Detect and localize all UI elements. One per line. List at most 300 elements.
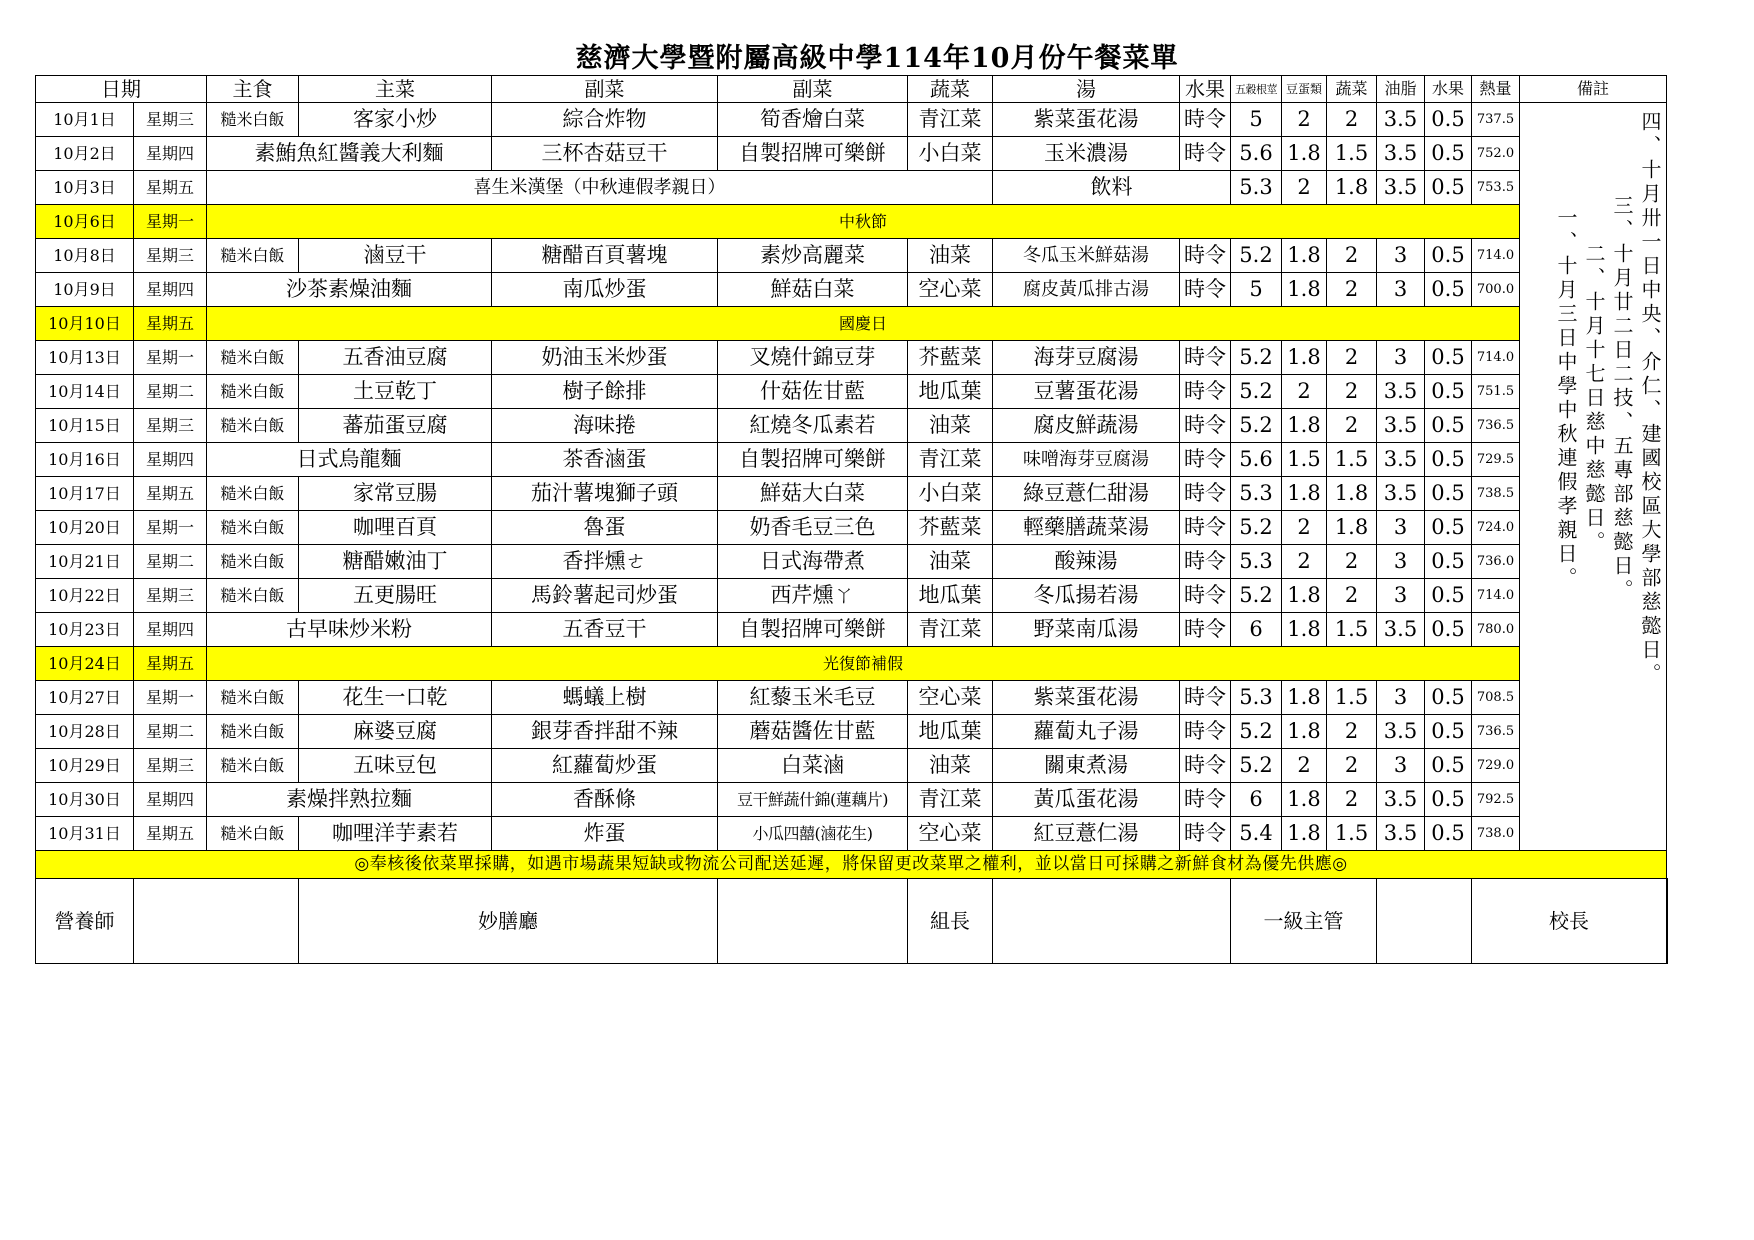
grains-serving: 5.2	[1231, 239, 1282, 273]
fruit-serving: 0.5	[1425, 783, 1472, 817]
signature-row	[36, 879, 1668, 964]
protein-serving: 1.8	[1282, 273, 1327, 307]
table-row	[36, 681, 1668, 715]
vegetable-cell: 青江菜	[908, 443, 993, 477]
staple-cell: 糙米白飯	[207, 545, 299, 579]
fruit-serving: 0.5	[1425, 613, 1472, 647]
table-row	[36, 341, 1668, 375]
weekday-cell: 星期四	[134, 273, 207, 307]
vegetable-serving: 1.5	[1327, 681, 1377, 715]
date-cell: 10月10日	[36, 307, 134, 341]
protein-serving: 1.8	[1282, 477, 1327, 511]
calories-cell: 751.5	[1472, 375, 1520, 409]
side-dish-1-cell: 糖醋百頁薯塊	[492, 239, 718, 273]
oil-serving: 3.5	[1377, 137, 1425, 171]
calories-cell: 792.5	[1472, 783, 1520, 817]
date-cell: 10月27日	[36, 681, 134, 715]
oil-serving: 3.5	[1377, 477, 1425, 511]
date-cell: 10月2日	[36, 137, 134, 171]
oil-serving: 3	[1377, 239, 1425, 273]
weekday-cell: 星期一	[134, 511, 207, 545]
header-veg-servings: 蔬菜	[1327, 76, 1377, 103]
fruit-serving: 0.5	[1425, 273, 1472, 307]
protein-serving: 1.5	[1282, 443, 1327, 477]
sign-box-supervisor	[1377, 879, 1472, 964]
protein-serving: 2	[1282, 749, 1327, 783]
soup-cell: 冬瓜玉米鮮菇湯	[993, 239, 1180, 273]
holiday-label: 中秋節	[207, 205, 1520, 239]
oil-serving: 3.5	[1377, 103, 1425, 137]
fruit-cell: 時令	[1180, 817, 1231, 851]
oil-serving: 3.5	[1377, 409, 1425, 443]
header-date: 日期	[36, 76, 207, 103]
table-row	[36, 477, 1668, 511]
protein-serving: 1.8	[1282, 239, 1327, 273]
fruit-serving: 0.5	[1425, 545, 1472, 579]
table-row	[36, 273, 1668, 307]
oil-serving: 3	[1377, 273, 1425, 307]
grains-serving: 5	[1231, 273, 1282, 307]
side-dish-2-cell: 蘑菇醬佐甘藍	[718, 715, 908, 749]
fruit-serving: 0.5	[1425, 375, 1472, 409]
vegetable-serving: 1.5	[1327, 137, 1377, 171]
sign-label-leader: 組長	[908, 879, 993, 964]
soup-cell: 黃瓜蛋花湯	[993, 783, 1180, 817]
sign-label-kitchen: 妙膳廳	[299, 879, 718, 964]
oil-serving: 3	[1377, 749, 1425, 783]
menu-table	[35, 75, 1668, 964]
staple-cell: 糙米白飯	[207, 681, 299, 715]
main-dish-cell: 糖醋嫩油丁	[299, 545, 492, 579]
date-cell: 10月14日	[36, 375, 134, 409]
side-dish-1-cell: 香酥條	[492, 783, 718, 817]
weekday-cell: 星期四	[134, 783, 207, 817]
fruit-cell: 時令	[1180, 783, 1231, 817]
main-dish-cell: 古早味炒米粉	[207, 613, 492, 647]
fruit-cell: 時令	[1180, 579, 1231, 613]
weekday-cell: 星期一	[134, 341, 207, 375]
vegetable-cell: 芥藍菜	[908, 341, 993, 375]
weekday-cell: 星期三	[134, 103, 207, 137]
vegetable-serving: 2	[1327, 783, 1377, 817]
weekday-cell: 星期四	[134, 613, 207, 647]
oil-serving: 3	[1377, 579, 1425, 613]
vegetable-serving: 1.5	[1327, 817, 1377, 851]
date-cell: 10月17日	[36, 477, 134, 511]
vegetable-serving: 2	[1327, 579, 1377, 613]
vegetable-serving: 2	[1327, 409, 1377, 443]
holiday-row	[36, 307, 1668, 341]
soup-cell: 海芽豆腐湯	[993, 341, 1180, 375]
protein-serving: 1.8	[1282, 715, 1327, 749]
date-cell: 10月9日	[36, 273, 134, 307]
protein-serving: 2	[1282, 103, 1327, 137]
date-cell: 10月29日	[36, 749, 134, 783]
fruit-cell: 時令	[1180, 137, 1231, 171]
soup-cell: 綠豆薏仁甜湯	[993, 477, 1180, 511]
grains-serving: 5.2	[1231, 341, 1282, 375]
side-dish-2-cell: 叉燒什錦豆芽	[718, 341, 908, 375]
vegetable-serving: 2	[1327, 749, 1377, 783]
weekday-cell: 星期二	[134, 715, 207, 749]
table-row	[36, 409, 1668, 443]
vegetable-serving: 1.8	[1327, 511, 1377, 545]
date-cell: 10月13日	[36, 341, 134, 375]
oil-serving: 3	[1377, 545, 1425, 579]
fruit-serving: 0.5	[1425, 443, 1472, 477]
holiday-row	[36, 647, 1668, 681]
fruit-serving: 0.5	[1425, 749, 1472, 783]
fruit-serving: 0.5	[1425, 103, 1472, 137]
vegetable-cell: 油菜	[908, 409, 993, 443]
table-row	[36, 749, 1668, 783]
fruit-cell: 時令	[1180, 103, 1231, 137]
grains-serving: 5.2	[1231, 579, 1282, 613]
fruit-cell: 時令	[1180, 375, 1231, 409]
side-dish-2-cell: 鮮菇大白菜	[718, 477, 908, 511]
vegetable-cell: 青江菜	[908, 783, 993, 817]
header-main: 主菜	[299, 76, 492, 103]
main-dish-cell: 蕃茄蛋豆腐	[299, 409, 492, 443]
vegetable-cell: 青江菜	[908, 103, 993, 137]
table-row	[36, 613, 1668, 647]
soup-cell: 玉米濃湯	[993, 137, 1180, 171]
staple-cell: 糙米白飯	[207, 409, 299, 443]
staple-cell: 糙米白飯	[207, 239, 299, 273]
holiday-row	[36, 205, 1668, 239]
main-dish-cell: 客家小炒	[299, 103, 492, 137]
side-dish-2-cell: 西芹燻ㄚ	[718, 579, 908, 613]
calories-cell: 714.0	[1472, 239, 1520, 273]
calories-cell: 714.0	[1472, 579, 1520, 613]
protein-serving: 1.8	[1282, 579, 1327, 613]
vegetable-cell: 小白菜	[908, 477, 993, 511]
soup-cell: 腐皮黃瓜排古湯	[993, 273, 1180, 307]
note-item: 一、十月三日中學中秋連假孝親日。	[1554, 207, 1578, 591]
weekday-cell: 星期四	[134, 443, 207, 477]
vegetable-serving: 2	[1327, 103, 1377, 137]
soup-cell: 關東煮湯	[993, 749, 1180, 783]
side-dish-1-cell: 奶油玉米炒蛋	[492, 341, 718, 375]
main-dish-cell: 日式烏龍麵	[207, 443, 492, 477]
date-cell: 10月22日	[36, 579, 134, 613]
protein-serving: 1.8	[1282, 137, 1327, 171]
side-dish-2-cell: 自製招牌可樂餅	[718, 613, 908, 647]
calories-cell: 736.0	[1472, 545, 1520, 579]
weekday-cell: 星期五	[134, 171, 207, 205]
oil-serving: 3	[1377, 511, 1425, 545]
calories-cell: 738.5	[1472, 477, 1520, 511]
protein-serving: 2	[1282, 545, 1327, 579]
date-cell: 10月8日	[36, 239, 134, 273]
table-row	[36, 579, 1668, 613]
staple-cell: 糙米白飯	[207, 817, 299, 851]
fruit-cell: 時令	[1180, 477, 1231, 511]
header-veg: 蔬菜	[908, 76, 993, 103]
staple-cell: 糙米白飯	[207, 579, 299, 613]
staple-cell: 糙米白飯	[207, 715, 299, 749]
vegetable-cell: 地瓜葉	[908, 579, 993, 613]
side-dish-1-cell: 紅蘿蔔炒蛋	[492, 749, 718, 783]
soup-cell: 豆薯蛋花湯	[993, 375, 1180, 409]
vegetable-serving: 2	[1327, 273, 1377, 307]
grains-serving: 5.6	[1231, 443, 1282, 477]
date-cell: 10月24日	[36, 647, 134, 681]
weekday-cell: 星期三	[134, 239, 207, 273]
fruit-serving: 0.5	[1425, 511, 1472, 545]
vegetable-serving: 1.5	[1327, 613, 1377, 647]
grains-serving: 5.2	[1231, 511, 1282, 545]
table-row	[36, 715, 1668, 749]
protein-serving: 2	[1282, 375, 1327, 409]
table-row	[36, 375, 1668, 409]
side-dish-2-cell: 筍香燴白菜	[718, 103, 908, 137]
vegetable-cell: 地瓜葉	[908, 715, 993, 749]
protein-serving: 1.8	[1282, 613, 1327, 647]
grains-serving: 5.4	[1231, 817, 1282, 851]
staple-cell: 糙米白飯	[207, 103, 299, 137]
fruit-serving: 0.5	[1425, 341, 1472, 375]
grains-serving: 5.6	[1231, 137, 1282, 171]
side-dish-1-cell: 茶香滷蛋	[492, 443, 718, 477]
calories-cell: 737.5	[1472, 103, 1520, 137]
side-dish-2-cell: 紅藜玉米毛豆	[718, 681, 908, 715]
fruit-cell: 時令	[1180, 715, 1231, 749]
header-side1: 副菜	[492, 76, 718, 103]
vegetable-serving: 2	[1327, 545, 1377, 579]
main-dish-cell: 土豆乾丁	[299, 375, 492, 409]
fruit-cell: 時令	[1180, 341, 1231, 375]
fruit-serving: 0.5	[1425, 681, 1472, 715]
table-row	[36, 171, 1668, 205]
soup-cell: 冬瓜揚若湯	[993, 579, 1180, 613]
staple-cell: 糙米白飯	[207, 375, 299, 409]
protein-serving: 1.8	[1282, 409, 1327, 443]
calories-cell: 736.5	[1472, 715, 1520, 749]
fruit-serving: 0.5	[1425, 477, 1472, 511]
fruit-serving: 0.5	[1425, 579, 1472, 613]
weekday-cell: 星期一	[134, 681, 207, 715]
soup-cell: 味噌海芽豆腐湯	[993, 443, 1180, 477]
fruit-serving: 0.5	[1425, 409, 1472, 443]
main-dish-cell: 沙茶素燥油麵	[207, 273, 492, 307]
calories-cell: 753.5	[1472, 171, 1520, 205]
fruit-serving: 0.5	[1425, 239, 1472, 273]
side-dish-1-cell: 炸蛋	[492, 817, 718, 851]
side-dish-2-cell: 自製招牌可樂餅	[718, 137, 908, 171]
soup-cell: 蘿蔔丸子湯	[993, 715, 1180, 749]
vegetable-cell: 小白菜	[908, 137, 993, 171]
protein-serving: 2	[1282, 511, 1327, 545]
main-dish-cell: 素燥拌熟拉麵	[207, 783, 492, 817]
side-dish-1-cell: 螞蟻上樹	[492, 681, 718, 715]
sign-label-principal: 校長	[1472, 879, 1667, 964]
calories-cell: 752.0	[1472, 137, 1520, 171]
oil-serving: 3	[1377, 341, 1425, 375]
notes-list	[1556, 111, 1660, 687]
weekday-cell: 星期三	[134, 749, 207, 783]
table-row	[36, 783, 1668, 817]
staple-cell: 糙米白飯	[207, 749, 299, 783]
main-dish-cell: 麻婆豆腐	[299, 715, 492, 749]
date-cell: 10月28日	[36, 715, 134, 749]
sign-label-dietitian: 營養師	[36, 879, 134, 964]
vegetable-serving: 2	[1327, 341, 1377, 375]
weekday-cell: 星期五	[134, 477, 207, 511]
oil-serving: 3.5	[1377, 817, 1425, 851]
fruit-cell: 時令	[1180, 409, 1231, 443]
header-staple: 主食	[207, 76, 299, 103]
main-dish-cell: 五更腸旺	[299, 579, 492, 613]
date-cell: 10月20日	[36, 511, 134, 545]
weekday-cell: 星期四	[134, 137, 207, 171]
main-dish-cell: 咖哩百頁	[299, 511, 492, 545]
oil-serving: 3.5	[1377, 375, 1425, 409]
protein-serving: 2	[1282, 171, 1327, 205]
side-dish-1-cell: 銀芽香拌甜不辣	[492, 715, 718, 749]
weekday-cell: 星期三	[134, 579, 207, 613]
header-fruit-servings: 水果	[1425, 76, 1472, 103]
fruit-serving: 0.5	[1425, 715, 1472, 749]
table-row	[36, 545, 1668, 579]
fruit-cell: 時令	[1180, 443, 1231, 477]
fruit-serving: 0.5	[1425, 137, 1472, 171]
oil-serving: 3	[1377, 681, 1425, 715]
main-dish-cell: 五味豆包	[299, 749, 492, 783]
grains-serving: 6	[1231, 613, 1282, 647]
side-dish-2-cell: 鮮菇白菜	[718, 273, 908, 307]
meal-cell: 喜生米漢堡（中秋連假孝親日）	[207, 171, 993, 205]
vegetable-serving: 2	[1327, 239, 1377, 273]
protein-serving: 1.8	[1282, 783, 1327, 817]
grains-serving: 5	[1231, 103, 1282, 137]
side-dish-1-cell: 馬鈴薯起司炒蛋	[492, 579, 718, 613]
soup-cell: 酸辣湯	[993, 545, 1180, 579]
staple-cell: 糙米白飯	[207, 511, 299, 545]
staple-cell: 糙米白飯	[207, 477, 299, 511]
fruit-serving: 0.5	[1425, 171, 1472, 205]
date-cell: 10月30日	[36, 783, 134, 817]
side-dish-2-cell: 白菜滷	[718, 749, 908, 783]
protein-serving: 1.8	[1282, 817, 1327, 851]
header-fruit: 水果	[1180, 76, 1231, 103]
side-dish-1-cell: 南瓜炒蛋	[492, 273, 718, 307]
date-cell: 10月21日	[36, 545, 134, 579]
oil-serving: 3.5	[1377, 443, 1425, 477]
calories-cell: 729.0	[1472, 749, 1520, 783]
vegetable-cell: 青江菜	[908, 613, 993, 647]
vegetable-cell: 油菜	[908, 239, 993, 273]
date-cell: 10月15日	[36, 409, 134, 443]
grains-serving: 5.3	[1231, 545, 1282, 579]
date-cell: 10月1日	[36, 103, 134, 137]
oil-serving: 3.5	[1377, 171, 1425, 205]
grains-serving: 5.3	[1231, 681, 1282, 715]
grains-serving: 5.2	[1231, 715, 1282, 749]
side-dish-1-cell: 樹子餘排	[492, 375, 718, 409]
menu-table-body	[36, 76, 1668, 964]
calories-cell: 724.0	[1472, 511, 1520, 545]
protein-serving: 1.8	[1282, 341, 1327, 375]
fruit-cell: 時令	[1180, 681, 1231, 715]
sign-box-dietitian	[134, 879, 299, 964]
grains-serving: 6	[1231, 783, 1282, 817]
calories-cell: 738.0	[1472, 817, 1520, 851]
vegetable-serving: 2	[1327, 375, 1377, 409]
side-dish-1-cell: 茄汁薯塊獅子頭	[492, 477, 718, 511]
main-dish-cell: 咖哩洋芋素若	[299, 817, 492, 851]
fruit-serving: 0.5	[1425, 817, 1472, 851]
calories-cell: 714.0	[1472, 341, 1520, 375]
vegetable-cell: 空心菜	[908, 273, 993, 307]
page-title: 慈濟大學暨附屬高級中學114年10月份午餐菜單	[575, 43, 1179, 74]
side-dish-2-cell: 奶香毛豆三色	[718, 511, 908, 545]
header-notes: 備註	[1520, 76, 1667, 103]
soup-cell: 輕藥膳蔬菜湯	[993, 511, 1180, 545]
oil-serving: 3.5	[1377, 783, 1425, 817]
table-row	[36, 239, 1668, 273]
oil-serving: 3.5	[1377, 715, 1425, 749]
side-dish-2-cell: 自製招牌可樂餅	[718, 443, 908, 477]
note-item: 三、十月廿二日二技、五專部慈懿日。	[1610, 195, 1634, 603]
date-cell: 10月3日	[36, 171, 134, 205]
vegetable-cell: 空心菜	[908, 681, 993, 715]
side-dish-1-cell: 五香豆干	[492, 613, 718, 647]
main-dish-cell: 花生一口乾	[299, 681, 492, 715]
soup-cell: 紫菜蛋花湯	[993, 103, 1180, 137]
grains-serving: 5.2	[1231, 749, 1282, 783]
grains-serving: 5.3	[1231, 171, 1282, 205]
fruit-cell: 時令	[1180, 749, 1231, 783]
calories-cell: 708.5	[1472, 681, 1520, 715]
vegetable-cell: 油菜	[908, 545, 993, 579]
table-row	[36, 103, 1668, 137]
weekday-cell: 星期一	[134, 205, 207, 239]
notes-cell	[1520, 103, 1667, 851]
fruit-cell: 時令	[1180, 511, 1231, 545]
oil-serving: 3.5	[1377, 613, 1425, 647]
weekday-cell: 星期三	[134, 409, 207, 443]
fruit-cell: 時令	[1180, 545, 1231, 579]
weekday-cell: 星期五	[134, 817, 207, 851]
main-dish-cell: 家常豆腸	[299, 477, 492, 511]
table-row	[36, 817, 1668, 851]
vegetable-serving: 2	[1327, 715, 1377, 749]
vegetable-cell: 地瓜葉	[908, 375, 993, 409]
holiday-label: 光復節補假	[207, 647, 1520, 681]
soup-cell: 紫菜蛋花湯	[993, 681, 1180, 715]
fruit-cell: 時令	[1180, 239, 1231, 273]
note-item: 二、十月十七日慈中慈懿日。	[1582, 243, 1606, 555]
side-dish-2-cell: 紅燒冬瓜素若	[718, 409, 908, 443]
side-dish-1-cell: 綜合炸物	[492, 103, 718, 137]
main-dish-cell: 五香油豆腐	[299, 341, 492, 375]
staple-cell: 糙米白飯	[207, 341, 299, 375]
vegetable-cell: 油菜	[908, 749, 993, 783]
date-cell: 10月31日	[36, 817, 134, 851]
weekday-cell: 星期五	[134, 647, 207, 681]
side-dish-1-cell: 海味捲	[492, 409, 718, 443]
side-dish-1-cell: 香拌燻ㄜ	[492, 545, 718, 579]
side-dish-1-cell: 魯蛋	[492, 511, 718, 545]
side-dish-2-cell: 素炒高麗菜	[718, 239, 908, 273]
table-row	[36, 443, 1668, 477]
header-protein: 豆蛋類	[1282, 76, 1327, 103]
calories-cell: 736.5	[1472, 409, 1520, 443]
soup-cell: 野菜南瓜湯	[993, 613, 1180, 647]
side-dish-1-cell: 三杯杏菇豆干	[492, 137, 718, 171]
holiday-label: 國慶日	[207, 307, 1520, 341]
